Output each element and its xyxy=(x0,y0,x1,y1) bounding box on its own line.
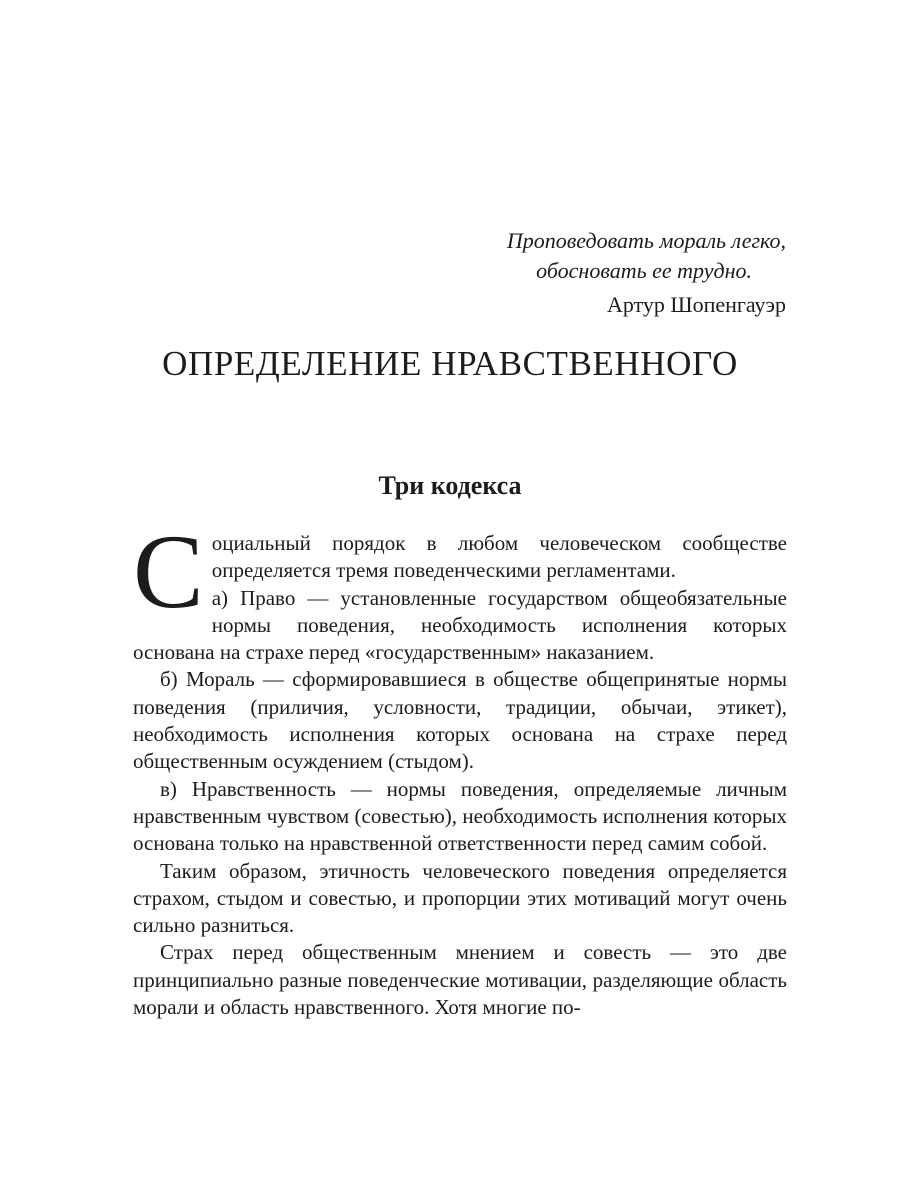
section-title: Три кодекса xyxy=(378,471,522,500)
paragraph-text: оциальный порядок в любом человеческом сообществе определяется тремя поведенческими регламентами. xyxy=(211,531,787,583)
epigraph-quote-line-2: обосновать ее трудно. xyxy=(536,258,752,283)
paragraph: Таким образом, этичность человеческого поведения определяется страхом, стыдом и совестью, и пропорции этих мотиваций могут очень сильно разниться. xyxy=(133,858,787,938)
epigraph-author: Артур Шопенгауэр xyxy=(606,292,786,317)
paragraph: а) Право — установленные государством общеобязательные нормы поведения, необходимость исполнения которых основана на страхе перед «государственным» наказанием. xyxy=(133,585,787,665)
paragraph: б) Мораль — сформировавшиеся в обществе общепринятые нормы поведения (приличия, условности, традиции, обычаи, этикет), необходимость исполнения которых основана на страхе перед общественным осуждением (стыдом). xyxy=(133,667,787,774)
epigraph xyxy=(507,226,786,320)
paragraph: Страх перед общественным мнением и совесть — это две принципиально разные поведенческие мотивации, разделяющие область морали и область нравственного. Хотя многие по- xyxy=(133,940,787,1020)
body-text xyxy=(133,513,787,1021)
epigraph-quote-line-1: Проповедовать мораль легко, xyxy=(506,228,786,253)
chapter-title: ОПРЕДЕЛЕНИЕ НРАВСТВЕННОГО xyxy=(162,344,738,383)
drop-cap: С xyxy=(133,513,204,630)
paragraph: в) Нравственность — нормы поведения, определяемые личным нравственным чувством (совестью), необходимость исполнения которых основана только на нравственной ответственности перед самим собой. xyxy=(133,776,787,856)
